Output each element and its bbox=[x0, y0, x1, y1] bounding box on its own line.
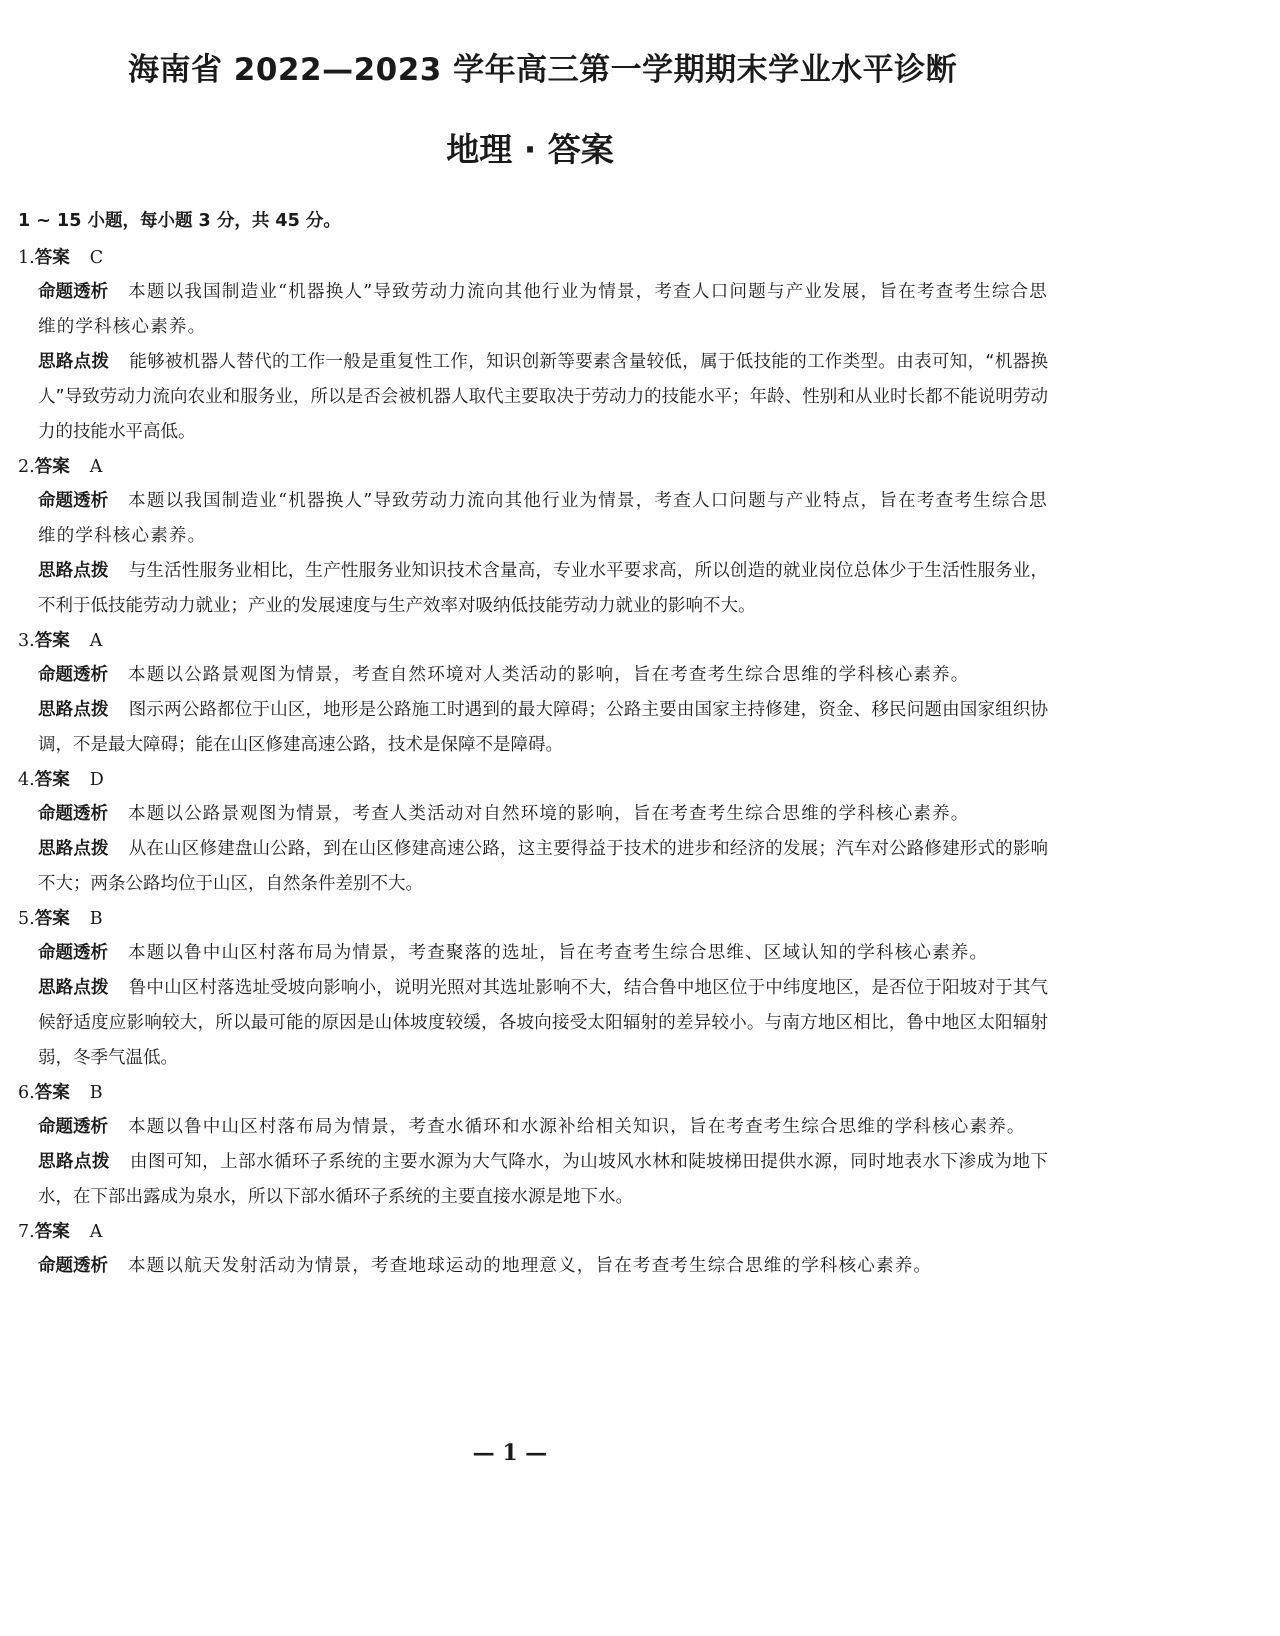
answer-choice: A bbox=[89, 1222, 103, 1242]
question-number: 6. bbox=[18, 1083, 35, 1103]
question-header bbox=[18, 624, 1048, 658]
hint-label: 思路点拨 bbox=[38, 978, 109, 998]
hint-paragraph bbox=[38, 554, 1048, 624]
analysis-label: 命题透析 bbox=[38, 665, 108, 685]
hint-text: 与生活性服务业相比，生产性服务业知识技术含量高，专业水平要求高，所以创造的就业岗位总体少于生活性服务业，不利于低技能劳动力就业；产业的发展速度与生产效率对吸纳低技能劳动力就业的影响不大。 bbox=[38, 561, 1049, 616]
hint-label: 思路点拨 bbox=[38, 1152, 111, 1172]
hint-paragraph bbox=[38, 832, 1048, 902]
analysis-paragraph bbox=[38, 1110, 1048, 1145]
question-item bbox=[18, 624, 1048, 763]
hint-label: 思路点拨 bbox=[38, 352, 110, 372]
question-header bbox=[18, 241, 1048, 275]
question-number: 4. bbox=[18, 770, 35, 790]
question-item bbox=[18, 1215, 1048, 1284]
hint-label: 思路点拨 bbox=[38, 839, 109, 859]
analysis-label: 命题透析 bbox=[38, 804, 108, 824]
analysis-text: 本题以鲁中山区村落布局为情景，考查水循环和水源补给相关知识，旨在考查考生综合思维的学科核心素养。 bbox=[128, 1117, 1026, 1137]
scoring-intro: 1 ~ 15 小题，每小题 3 分，共 45 分。 bbox=[18, 211, 341, 231]
analysis-text: 本题以我国制造业“机器换人”导致劳动力流向其他行业为情景，考查人口问题与产业特点，旨在考查考生综合思维的学科核心素养。 bbox=[38, 491, 1049, 546]
analysis-label: 命题透析 bbox=[38, 491, 109, 511]
question-item bbox=[18, 1076, 1048, 1215]
question-header bbox=[18, 902, 1048, 936]
question-item bbox=[18, 241, 1048, 450]
answer-label: 答案 bbox=[34, 909, 70, 929]
analysis-paragraph bbox=[38, 275, 1048, 345]
answer-label: 答案 bbox=[34, 631, 70, 651]
hint-paragraph bbox=[38, 693, 1048, 763]
analysis-text: 本题以公路景观图为情景，考查人类活动对自然环境的影响，旨在考查考生综合思维的学科核心素养。 bbox=[128, 804, 970, 824]
question-number: 5. bbox=[18, 909, 35, 929]
analysis-text: 本题以航天发射活动为情景，考查地球运动的地理意义，旨在考查考生综合思维的学科核心素养。 bbox=[128, 1256, 933, 1276]
analysis-paragraph bbox=[38, 936, 1048, 971]
hint-paragraph bbox=[38, 1145, 1048, 1215]
answer-choice: A bbox=[89, 457, 103, 477]
question-header bbox=[18, 1215, 1048, 1249]
analysis-label: 命题透析 bbox=[38, 1256, 108, 1276]
answer-choice: A bbox=[89, 631, 103, 651]
answer-label: 答案 bbox=[34, 1083, 70, 1103]
hint-text: 能够被机器人替代的工作一般是重复性工作，知识创新等要素含量较低，属于低技能的工作类型。由表可知，“机器换人”导致劳动力流向农业和服务业，所以是否会被机器人取代主要取决于劳动力的技能水平；年龄、性别和从业时长都不能说明劳动力的技能水平高低。 bbox=[38, 352, 1049, 442]
answer-label: 答案 bbox=[34, 248, 70, 268]
question-item bbox=[18, 450, 1048, 624]
answer-choice: B bbox=[89, 1083, 103, 1103]
analysis-paragraph bbox=[38, 484, 1048, 554]
analysis-label: 命题透析 bbox=[38, 1117, 108, 1137]
analysis-paragraph bbox=[38, 658, 1048, 693]
question-number: 2. bbox=[18, 457, 35, 477]
answer-choice: D bbox=[89, 770, 104, 790]
hint-text: 图示两公路都位于山区，地形是公路施工时遇到的最大障碍；公路主要由国家主持修建，资金、移民问题由国家组织协调，不是最大障碍；能在山区修建高速公路，技术是保障不是障碍。 bbox=[38, 700, 1049, 755]
question-number: 1. bbox=[18, 248, 35, 268]
answer-label: 答案 bbox=[34, 1222, 70, 1242]
analysis-label: 命题透析 bbox=[38, 943, 108, 963]
analysis-text: 本题以我国制造业“机器换人”导致劳动力流向其他行业为情景，考查人口问题与产业发展，旨在考查考生综合思维的学科核心素养。 bbox=[38, 282, 1049, 337]
question-item bbox=[18, 902, 1048, 1076]
page-number: — 1 — bbox=[472, 1440, 548, 1466]
question-number: 3. bbox=[18, 631, 35, 651]
hint-label: 思路点拨 bbox=[38, 700, 109, 720]
answer-label: 答案 bbox=[34, 457, 70, 477]
hint-text: 鲁中山区村落选址受坡向影响小，说明光照对其选址影响不大，结合鲁中地区位于中纬度地区，是否位于阳坡对于其气候舒适度应影响较大，所以最可能的原因是山体坡度较缓，各坡向接受太阳辐射的差异较小。与南方地区相比，鲁中地区太阳辐射弱，冬季气温低。 bbox=[38, 978, 1049, 1068]
answer-label: 答案 bbox=[34, 770, 70, 790]
analysis-label: 命题透析 bbox=[38, 282, 109, 302]
question-header bbox=[18, 1076, 1048, 1110]
subject-title: 地理 · 答案 bbox=[446, 130, 614, 169]
hint-label: 思路点拨 bbox=[38, 561, 109, 581]
hint-text: 从在山区修建盘山公路，到在山区修建高速公路，这主要得益于技术的进步和经济的发展；汽车对公路修建形式的影响不大；两条公路均位于山区，自然条件差别不大。 bbox=[38, 839, 1049, 894]
analysis-paragraph bbox=[38, 1249, 1048, 1284]
question-header bbox=[18, 450, 1048, 484]
analysis-text: 本题以公路景观图为情景，考查自然环境对人类活动的影响，旨在考查考生综合思维的学科核心素养。 bbox=[128, 665, 970, 685]
question-number: 7. bbox=[18, 1222, 35, 1242]
hint-paragraph bbox=[38, 971, 1048, 1076]
analysis-paragraph bbox=[38, 797, 1048, 832]
hint-text: 由图可知，上部水循环子系统的主要水源为大气降水，为山坡风水林和陡坡梯田提供水源，同时地表水下渗成为地下水，在下部出露成为泉水，所以下部水循环子系统的主要直接水源是地下水。 bbox=[38, 1152, 1049, 1207]
exam-title: 海南省 2022—2023 学年高三第一学期期末学业水平诊断 bbox=[128, 52, 958, 88]
question-header bbox=[18, 763, 1048, 797]
answer-content bbox=[18, 204, 1048, 1284]
answer-choice: B bbox=[89, 909, 103, 929]
answer-choice: C bbox=[89, 248, 104, 268]
question-item bbox=[18, 763, 1048, 902]
hint-paragraph bbox=[38, 345, 1048, 450]
analysis-text: 本题以鲁中山区村落布局为情景，考查聚落的选址，旨在考查考生综合思维、区域认知的学科核心素养。 bbox=[128, 943, 989, 963]
